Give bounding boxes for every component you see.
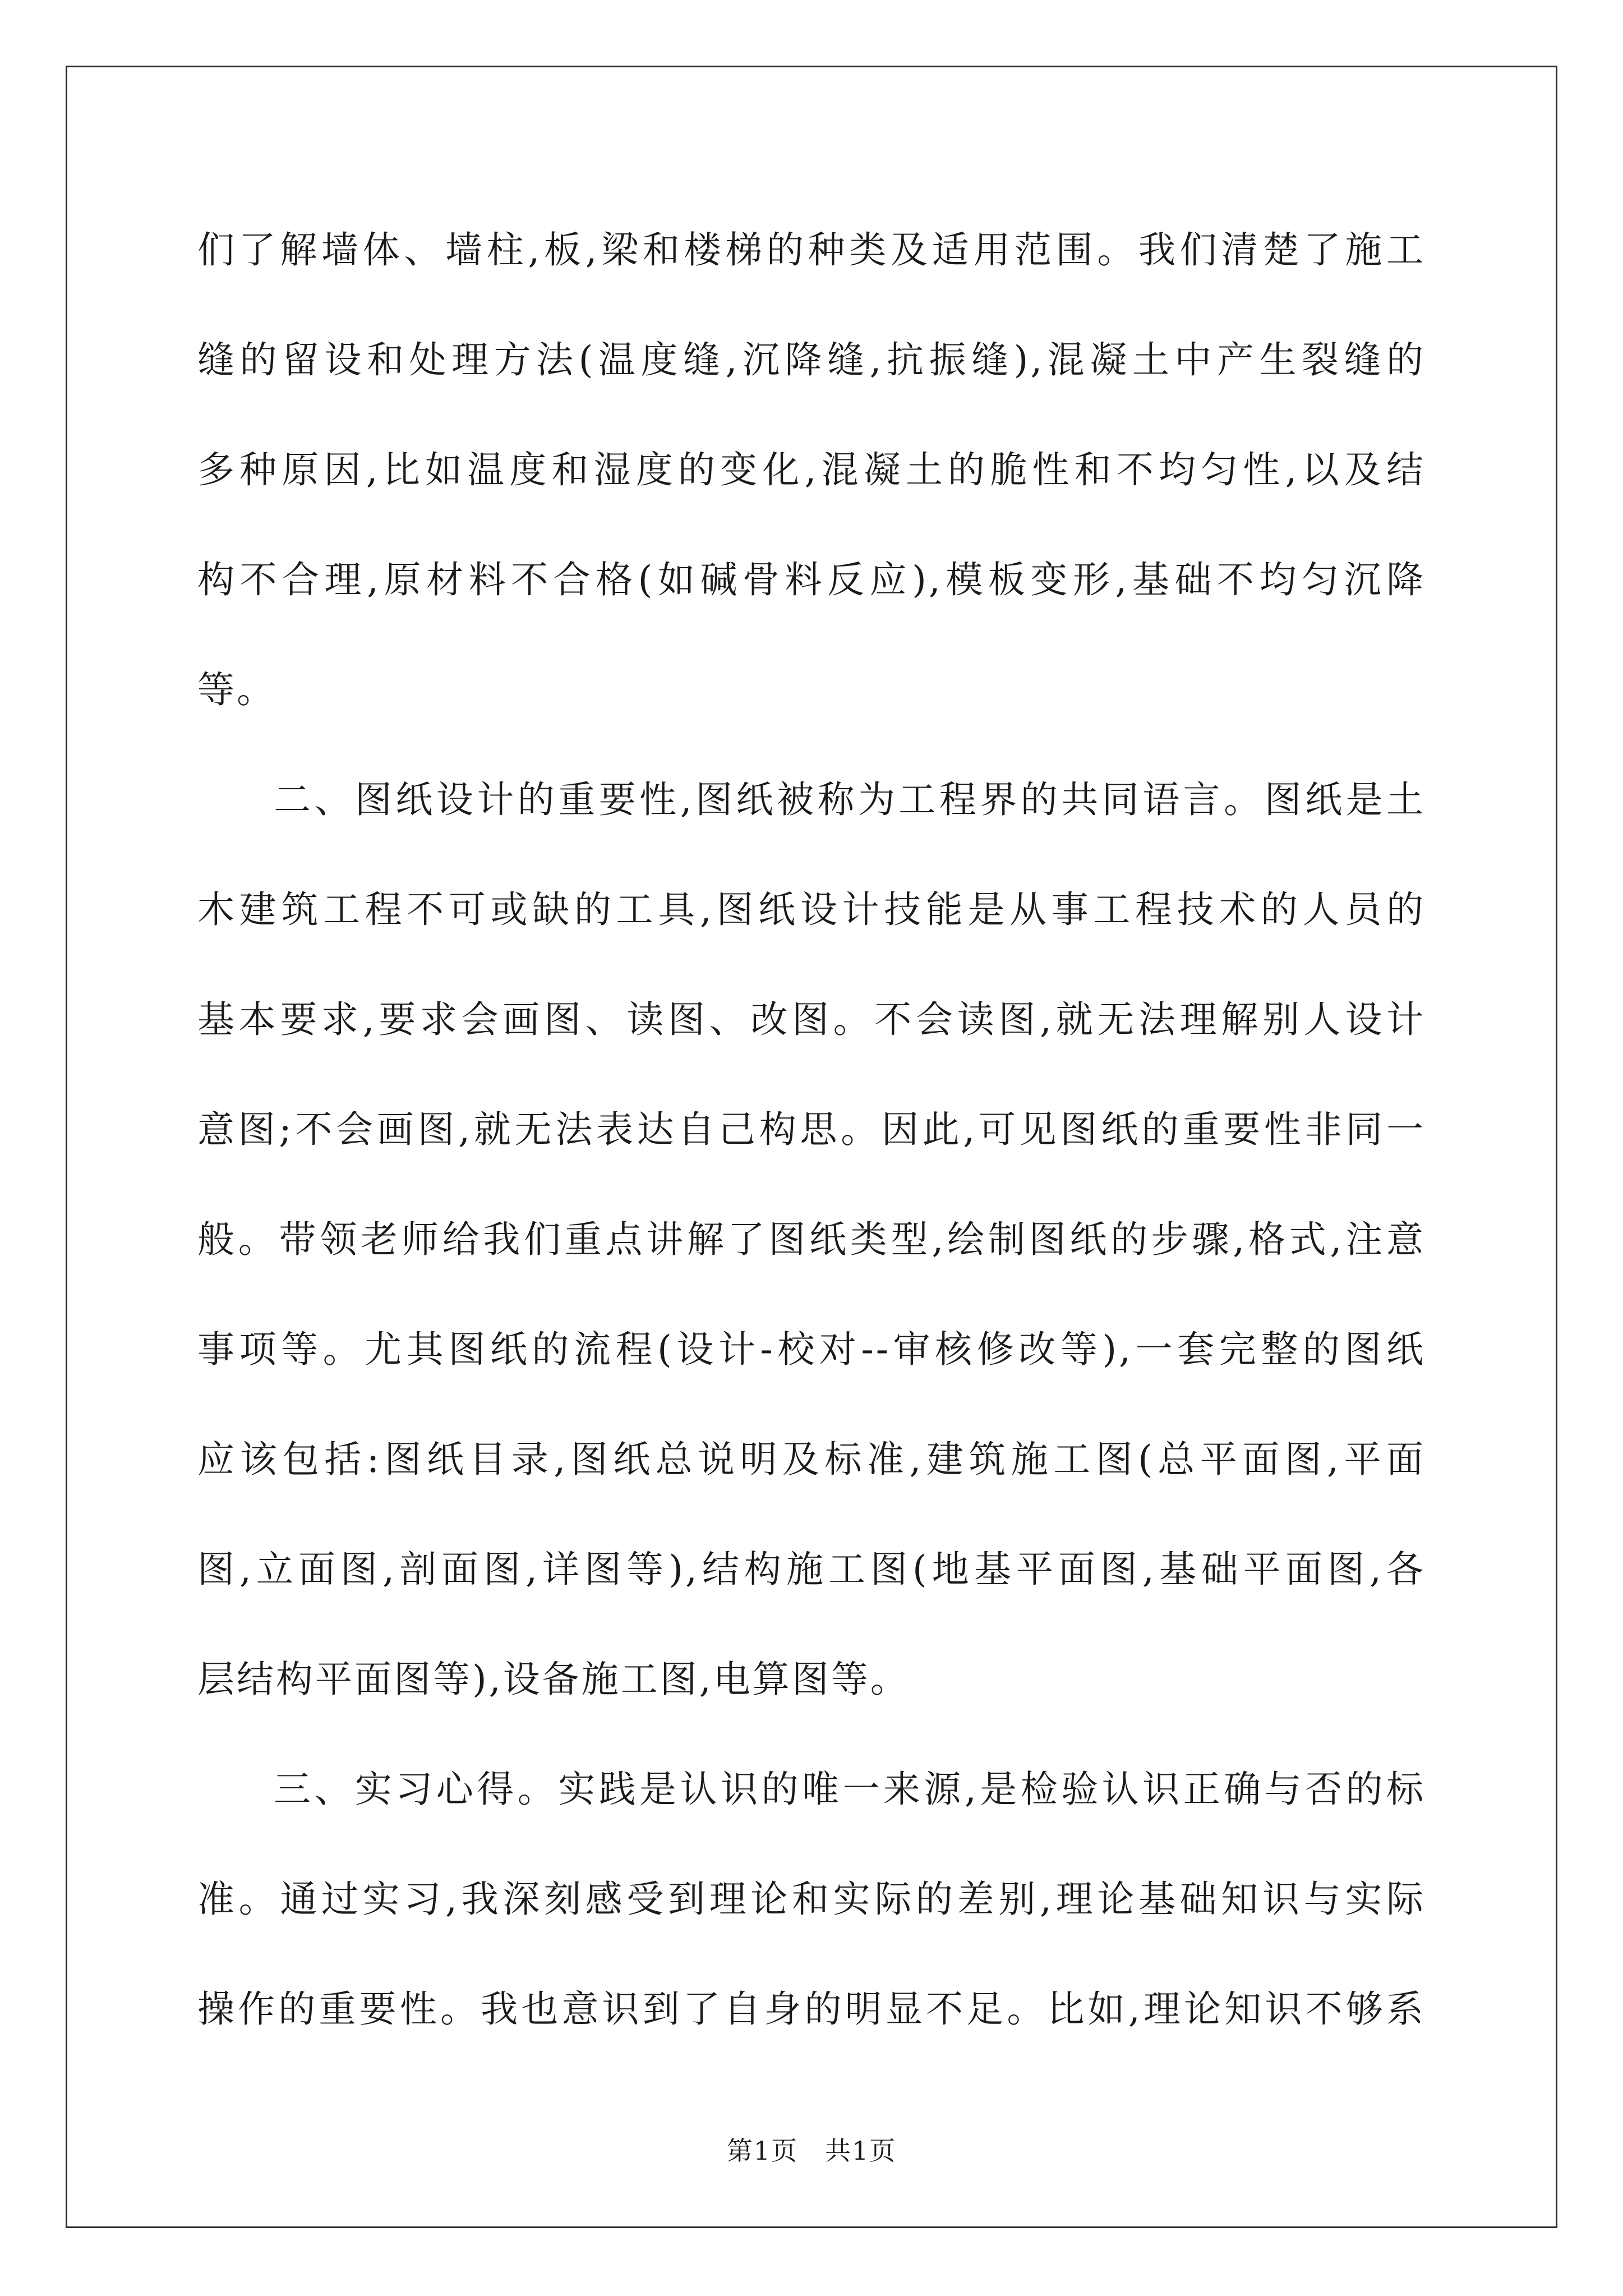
paragraph-start-line: 二、图纸设计的重要性,图纸被称为工程界的共同语言。图纸是土 (274, 778, 1426, 821)
paragraph-start-line: 三、实习心得。实践是认识的唯一来源,是检验认识正确与否的标 (274, 1768, 1426, 1811)
text-line: 多种原因,比如温度和湿度的变化,混凝土的脆性和不均匀性,以及结 (197, 448, 1426, 491)
text-line: 们了解墙体、墙柱,板,梁和楼梯的种类及适用范围。我们清楚了施工 (197, 228, 1426, 272)
page-footer: 第1页 共1页 (726, 2136, 897, 2166)
text-line: 缝的留设和处理方法(温度缝,沉降缝,抗振缝),混凝土中产生裂缝的 (197, 338, 1426, 381)
text-line: 准。通过实习,我深刻感受到理论和实际的差别,理论基础知识与实际 (197, 1878, 1426, 1921)
text-line: 事项等。尤其图纸的流程(设计-校对--审核修改等),一套完整的图纸 (197, 1328, 1426, 1371)
text-line: 应该包括:图纸目录,图纸总说明及标准,建筑施工图(总平面图,平面 (197, 1438, 1426, 1481)
text-line: 层结构平面图等),设备施工图,电算图等。 (197, 1658, 910, 1701)
text-line: 图,立面图,剖面图,详图等),结构施工图(地基平面图,基础平面图,各 (197, 1548, 1426, 1591)
text-line: 基本要求,要求会画图、读图、改图。不会读图,就无法理解别人设计 (197, 998, 1426, 1041)
text-line: 意图;不会画图,就无法表达自己构思。因此,可见图纸的重要性非同一 (197, 1108, 1426, 1151)
text-line: 操作的重要性。我也意识到了自身的明显不足。比如,理论知识不够系 (197, 1987, 1426, 2031)
text-line: 木建筑工程不可或缺的工具,图纸设计技能是从事工程技术的人员的 (197, 888, 1426, 931)
document-body (197, 195, 1426, 2064)
text-line: 构不合理,原材料不合格(如碱骨料反应),模板变形,基础不均匀沉降 (197, 558, 1426, 601)
text-line: 等。 (197, 668, 276, 711)
text-line: 般。带领老师给我们重点讲解了图纸类型,绘制图纸的步骤,格式,注意 (197, 1218, 1426, 1261)
